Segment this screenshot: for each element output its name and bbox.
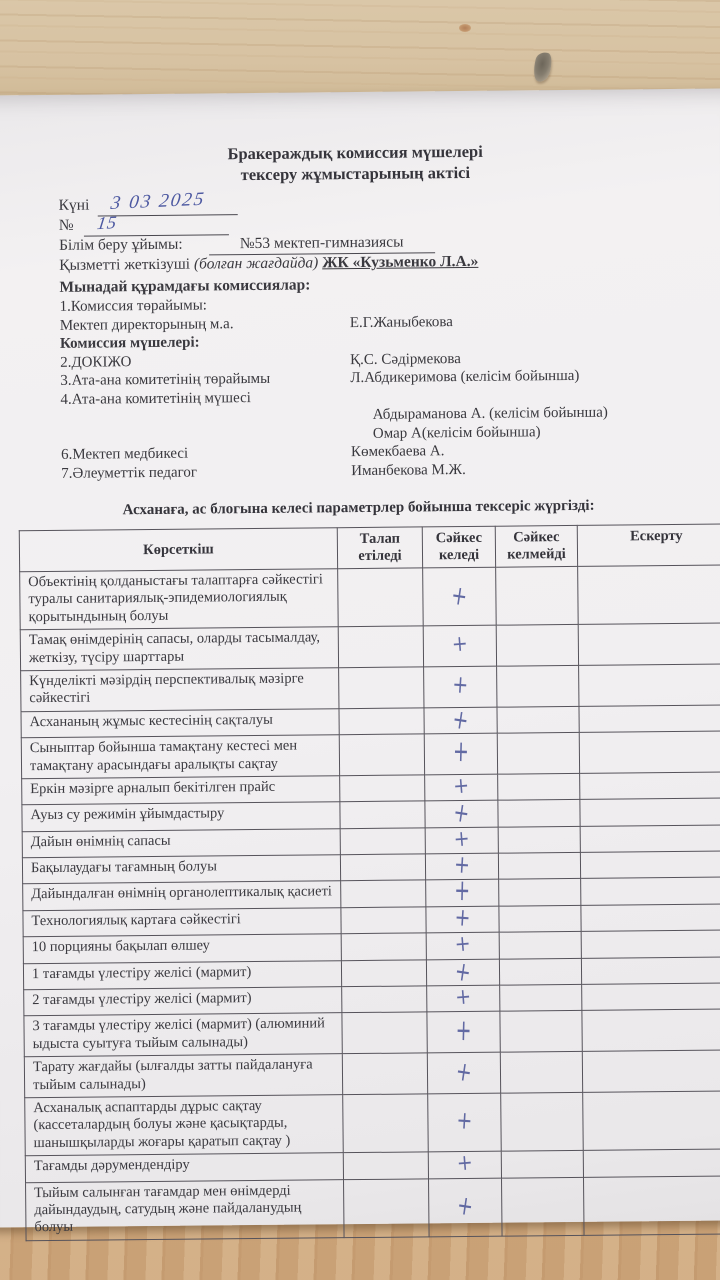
provider-note: (болған жағдайда) [193, 254, 319, 273]
row-indicator-label: Тыйым салынған тағамдар мен өнімдерді дайындаудың, сатудың және пайдаланудың болуы [34, 1182, 302, 1236]
row-indicator-label: Сыныптар бойынша тамақтану кестесі мен тамақтану арасындағы аралықты сақтау [29, 737, 298, 774]
row-indicator-label: 2 тағамды үлестіру желісі (мармит) [32, 990, 252, 1009]
handwritten-check-mark: + [450, 631, 469, 658]
handwritten-check-mark: + [455, 1149, 474, 1177]
header-fields [59, 190, 713, 276]
handwritten-check-mark: + [452, 734, 470, 770]
date-handwritten-value: 3 03 2025 [109, 188, 207, 214]
paper-sheet [0, 88, 720, 1236]
commission-intro: Мынадай құрамдағы комиссиялар: [59, 276, 311, 296]
organization-label: Білім беру ұйымы: [58, 235, 183, 254]
commission-name: Қ.С. Сәдірмекова [350, 350, 461, 368]
row-indicator-label: Асханалық аспаптарды дұрыс сақтау (кассеталардың болуы және қасықтарды, шанышқыларды жоғары қаратып сақтау ) [33, 1097, 291, 1151]
row-indicator-label: 1 тағамды үлестіру желісі (мармит) [31, 963, 252, 982]
handwritten-check-mark: + [453, 902, 472, 933]
organization-value: №53 мектеп-гимназиясы [209, 232, 435, 255]
handwritten-check-mark: + [455, 1013, 472, 1048]
inspection-table-body [20, 565, 720, 1241]
row-indicator-label: Еркін мәзірге арналып бекітілген прайс [30, 778, 276, 798]
commission-name: Абдыраманова А. (келісім бойынша) [372, 404, 608, 423]
col-header-matches: Сәйкес келеді [422, 526, 495, 568]
commission-list [60, 292, 720, 483]
table-row [21, 731, 720, 779]
table-row [20, 565, 720, 630]
col-header-indicator: Көрсеткіш [19, 528, 337, 572]
row-indicator-label: Тағамды дәрумендендіру [33, 1156, 190, 1175]
row-indicator-label: Күнделікті мәзірдің перспективалық мәзірге сәйкестігі [29, 670, 304, 707]
number-label: № [58, 216, 74, 234]
commission-role: 3.Ата-ана комитетінің төрайымы [60, 370, 271, 389]
table-row [24, 1050, 720, 1098]
document-title-line1: Бракераждық комиссия мүшелері [227, 141, 483, 164]
handwritten-check-mark: + [455, 1105, 474, 1136]
number-field [84, 214, 229, 236]
handwritten-check-mark: + [451, 797, 472, 830]
commission-name: Е.Г.Жаныбекова [349, 313, 453, 331]
col-header-required: Талап етіледі [337, 527, 422, 569]
handwritten-check-mark: + [455, 1190, 476, 1224]
row-indicator-label: Тамақ өнімдерінің сапасы, оларды тасымалдау, жеткізу, түсіру шарттары [28, 629, 321, 666]
col-header-not-matches: Сәйкес келмейді [495, 525, 577, 567]
debris-speck [531, 50, 555, 83]
number-handwritten-value: 15 [95, 212, 119, 234]
document-title-line2: тексеру жұмыстарының актісі [240, 162, 471, 185]
commission-name: Омар А(келісім бойынша) [372, 423, 541, 442]
document-title [0, 138, 720, 187]
provider-value: ЖК «Кузьменко Л.А.» [322, 252, 479, 272]
commission-role: 1.Комиссия төрайымы: [59, 297, 207, 315]
commission-name: Иманбекова М.Ж. [351, 461, 466, 479]
commission-role: 4.Ата-ана комитетінің мүшесі [60, 389, 251, 408]
commission-role: 7.Әлеуметтік педагог [61, 464, 198, 482]
handwritten-check-mark: + [452, 772, 471, 800]
col-header-note: Ескерту [577, 524, 720, 567]
row-indicator-label: Бақылаудағы тағамның болуы [30, 858, 218, 877]
row-indicator-label: 10 порцияны бақылап өлшеу [31, 937, 210, 956]
inspection-table-title: Асханаға, ас блогына келесі параметрлер бойынша тексеріс жүргізді: [122, 497, 595, 519]
commission-role: 2.ДОКІЖО [60, 353, 132, 371]
row-indicator-label: Тарату жағдайы (ылғалды затты пайдалануға тыйым салынады) [32, 1056, 313, 1093]
handwritten-check-mark: + [452, 825, 471, 852]
table-row [21, 664, 720, 712]
handwritten-check-mark: + [451, 670, 470, 700]
wood-knot [459, 24, 471, 32]
table-row [20, 623, 720, 671]
commission-name: Л.Абдикеримова (келісім бойынша) [350, 367, 580, 387]
provider-label: Қызметті жеткізуші [59, 255, 191, 274]
row-indicator-label: Объектінің қолданыстағы талаптарға сәйкестігі туралы санитариялық-эпидемиологиялық қорытындының болуы [28, 571, 323, 625]
handwritten-check-mark: + [453, 930, 472, 958]
table-header-row [19, 524, 720, 572]
handwritten-check-mark: + [453, 1056, 475, 1090]
row-indicator-label: Асхананың жұмыс кестесінің сақталуы [29, 711, 273, 730]
row-indicator-label: Дайындалған өнімнің органолептикалық қасиеті [31, 883, 332, 903]
document [0, 138, 720, 1277]
date-label: Күні [58, 196, 90, 214]
inspection-table [19, 523, 720, 1241]
commission-role: Мектеп директорының м.а. [59, 315, 234, 334]
commission-role: Комиссия мүшелері: [59, 334, 200, 352]
commission-role: 6.Мектеп медбикесі [60, 445, 189, 463]
row-indicator-label: 3 тағамды үлестіру желісі (мармит) (алюминий ыдыста суытуға тыйым салынады) [32, 1015, 325, 1052]
handwritten-check-mark: + [449, 579, 470, 613]
row-indicator-label: Технологиялық картаға сәйкестігі [31, 911, 241, 930]
row-indicator-label: Дайын өнімнің сапасы [30, 832, 171, 850]
desk-background-top [0, 0, 720, 104]
table-row [24, 1009, 720, 1057]
row-indicator-label: Ауыз су режимін ұйымдастыру [30, 805, 225, 824]
handwritten-check-mark: + [453, 873, 471, 909]
table-row [26, 1175, 720, 1240]
table-row [25, 1091, 720, 1156]
handwritten-check-mark: + [452, 955, 474, 989]
handwritten-check-mark: + [454, 983, 473, 1011]
handwritten-check-mark: + [453, 850, 471, 880]
handwritten-check-mark: + [450, 703, 471, 737]
commission-name: Көмекбаева А. [350, 443, 445, 461]
